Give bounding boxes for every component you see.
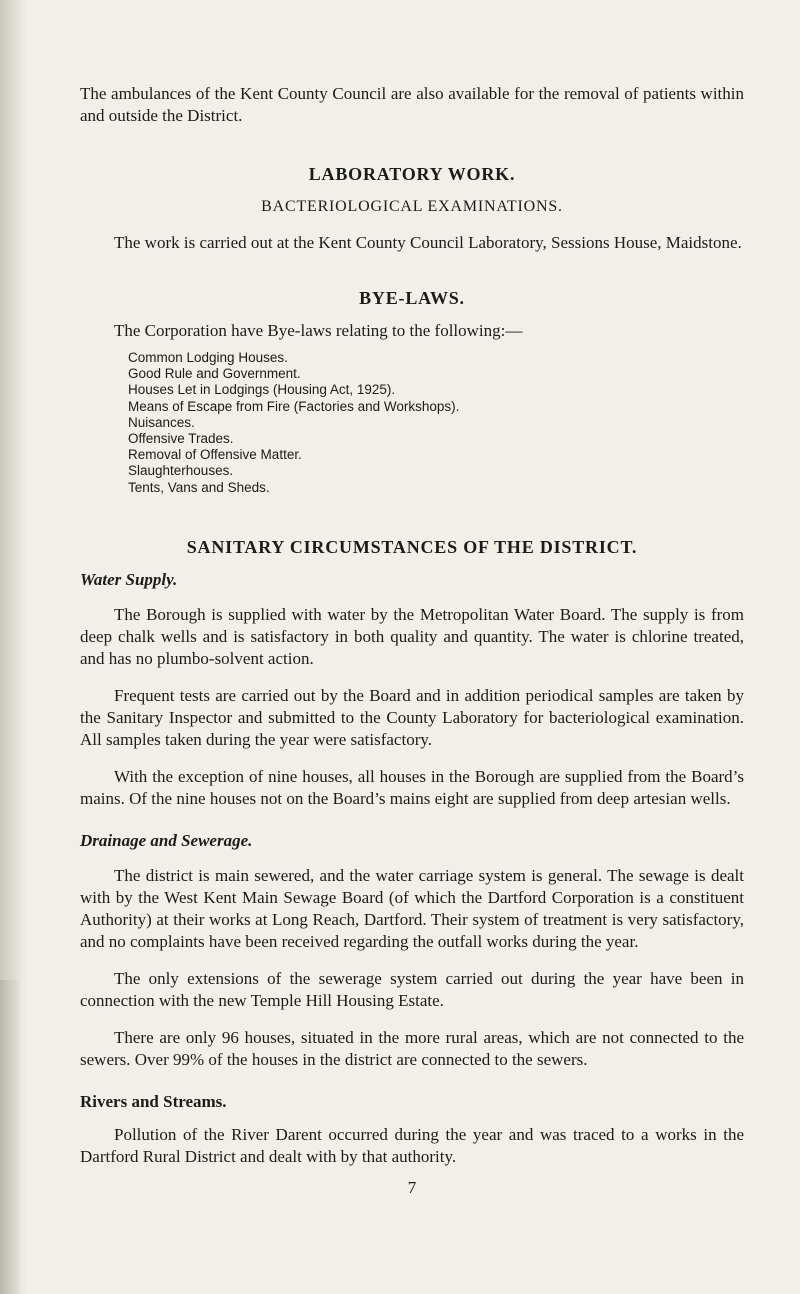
intro-paragraph: The ambulances of the Kent County Council are also available for the removal of patients within and outside the District. xyxy=(80,84,744,125)
water-supply-heading: Water Supply. xyxy=(80,569,178,589)
water-paragraph-3: With the exception of nine houses, all houses in the Borough are supplied from the Board’s mains. Of the nine houses not on the Board’s mains eight are supplied from deep artesian wells. xyxy=(80,766,744,808)
page-content xyxy=(80,83,744,1199)
rivers-heading: Rivers and Streams. xyxy=(80,1091,227,1111)
laboratory-paragraph: The work is carried out at the Kent County Council Laboratory, Sessions House, Maidstone. xyxy=(114,233,742,252)
list-item: Houses Let in Lodgings (Housing Act, 1925). xyxy=(128,382,396,398)
binding-shadow-lower xyxy=(0,980,20,1294)
list-item: Offensive Trades. xyxy=(128,431,234,447)
drainage-paragraph-2: The only extensions of the sewerage system carried out during the year have been in connection with the new Temple Hill Housing Estate. xyxy=(80,968,744,1010)
bacteriological-subheading: BACTERIOLOGICAL EXAMINATIONS. xyxy=(261,198,563,215)
list-item: Nuisances. xyxy=(128,414,195,430)
laboratory-heading: LABORATORY WORK. xyxy=(308,164,516,184)
sanitary-heading: SANITARY CIRCUMSTANCES OF THE DISTRICT. xyxy=(186,536,638,557)
list-item: Removal of Offensive Matter. xyxy=(128,447,302,463)
byelaws-list xyxy=(80,350,744,496)
rivers-paragraph: Pollution of the River Darent occurred during the year and was traced to a works in the Dartford Rural District and dealt with by that authority. xyxy=(80,1124,744,1166)
list-item: Tents, Vans and Sheds. xyxy=(128,479,270,495)
byelaws-intro: The Corporation have Bye-laws relating to the following:— xyxy=(114,321,523,340)
page-number: 7 xyxy=(407,1177,417,1197)
list-item: Slaughterhouses. xyxy=(128,463,234,479)
byelaws-heading: BYE-LAWS. xyxy=(359,288,465,308)
list-item: Common Lodging Houses. xyxy=(128,350,288,365)
list-item: Good Rule and Government. xyxy=(128,366,301,382)
water-paragraph-1: The Borough is supplied with water by the Metropolitan Water Board. The supply is from deep chalk wells and is satisfactory in both quality and quantity. The water is chlorine treated, and has no plumbo-solvent action. xyxy=(80,604,744,668)
drainage-heading: Drainage and Sewerage. xyxy=(80,830,253,850)
water-paragraph-2: Frequent tests are carried out by the Board and in addition periodical samples are taken by the Sanitary Inspector and submitted to the County Laboratory for bacteriological examination. All samples taken during the year were satisfactory. xyxy=(80,685,744,749)
list-item: Means of Escape from Fire (Factories and Workshops). xyxy=(128,398,460,414)
drainage-paragraph-3: There are only 96 houses, situated in the more rural areas, which are not connected to the sewers. Over 99% of the houses in the district are connected to the sewers. xyxy=(80,1027,744,1069)
drainage-paragraph-1: The district is main sewered, and the water carriage system is general. The sewage is dealt with by the West Kent Main Sewage Board (of which the Dartford Corporation is a constituent Authority) at their works at Long Reach, Dartford. Their system of treatment is very satisfactory, and no complaints have been received regarding the outfall works during the year. xyxy=(80,865,744,951)
